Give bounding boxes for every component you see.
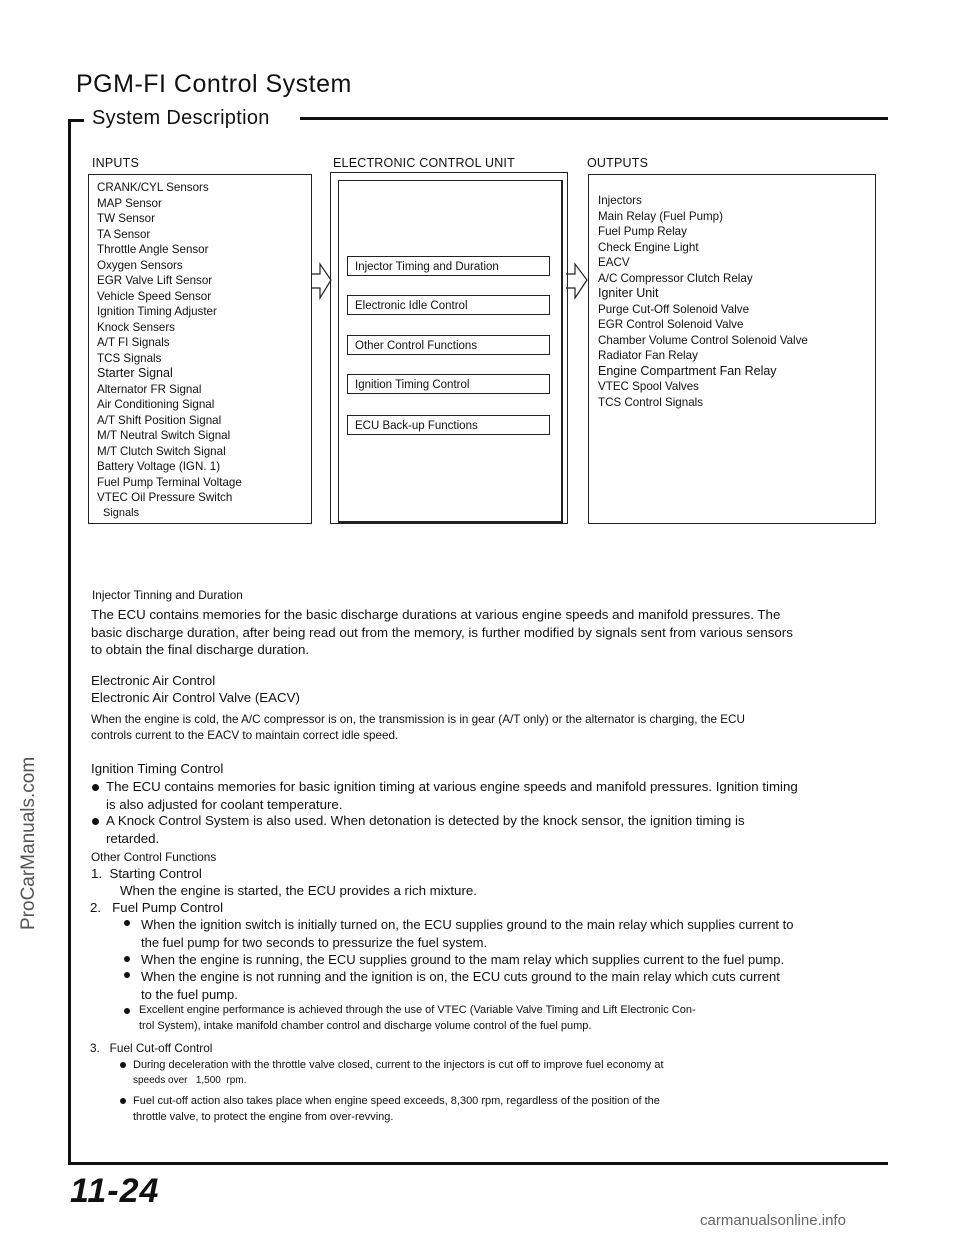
bullet-icon [124, 1008, 130, 1014]
output-item: Main Relay (Fuel Pump) [598, 209, 723, 223]
bullet-icon [120, 1062, 126, 1068]
pump-bullet: the fuel pump for two seconds to pressurize the fuel system. [141, 935, 488, 950]
input-item: Throttle Angle Sensor [97, 243, 209, 256]
bottom-watermark: carmanualsonline.info [700, 1212, 846, 1229]
bullet-icon [92, 784, 99, 791]
input-item: Oxygen Sensors [97, 258, 183, 272]
ignition-bullet: retarded. [106, 831, 160, 846]
output-item: Injectors [598, 194, 642, 207]
output-item: VTEC Spool Valves [598, 380, 699, 393]
injector-text: The ECU contains memories for the basic discharge durations at various engine speeds and manifold pressures. The [91, 607, 781, 622]
pump-heading: 2. Fuel Pump Control [90, 900, 224, 915]
input-item: Air Conditioning Signal [97, 398, 215, 411]
pump-bullet: trol System), intake manifold chamber control and discharge volume control of the fuel pump. [139, 1020, 592, 1032]
input-item: Alternator FR Signal [97, 382, 202, 396]
inputs-list [97, 180, 242, 521]
starting-text: When the engine is started, the ECU provides a rich mixture. [120, 883, 477, 898]
side-watermark: ProCarManuals.com [18, 756, 39, 930]
cutoff-bullet: throttle valve, to protect the engine from over-revving. [133, 1111, 394, 1123]
cutoff-heading: 3. Fuel Cut-off Control [90, 1041, 213, 1055]
output-item: Fuel Pump Relay [598, 225, 687, 238]
header-rule [300, 117, 888, 120]
input-item: A/T Shift Position Signal [97, 413, 222, 427]
input-item: Fuel Pump Terminal Voltage [97, 475, 242, 489]
outputs-heading: OUTPUTS [587, 156, 649, 170]
input-item: TW Sensor [97, 212, 155, 225]
ignition-bullet: is also adjusted for coolant temperature. [106, 797, 343, 812]
bullet-icon [124, 972, 130, 978]
inputs-heading: INPUTS [92, 156, 140, 170]
air-text: controls current to the EACV to maintain correct idle speed. [91, 729, 399, 742]
pump-bullet: When the engine is not running and the ignition is on, the ECU cuts ground to the main relay which cuts current [141, 969, 780, 984]
input-item: M/T Neutral Switch Signal [97, 429, 231, 442]
output-item: TCS Control Signals [598, 395, 704, 409]
bottom-rule [68, 1162, 888, 1165]
input-item: A/T FI Signals [97, 336, 170, 349]
input-item: CRANK/CYL Sensors [97, 181, 209, 194]
air-heading: Electronic Air Control [91, 673, 216, 688]
air-text: When the engine is cold, the A/C compressor is on, the transmission is in gear (A/T only) or the alternator is charging, the ECU [91, 713, 745, 726]
ecu-function-injector: Injector Timing and Duration [347, 256, 550, 276]
ecu-function-ignition: Ignition Timing Control [347, 374, 550, 394]
input-item: TA Sensor [97, 227, 151, 241]
air-subheading: Electronic Air Control Valve (EACV) [91, 690, 300, 705]
ecu-function-backup: ECU Back-up Functions [347, 415, 550, 435]
output-item: Chamber Volume Control Solenoid Valve [598, 333, 808, 347]
left-rule [68, 119, 71, 1164]
bullet-icon [124, 956, 130, 962]
pump-bullet: When the engine is running, the ECU supplies ground to the mam relay which supplies current to the fuel pump. [141, 952, 785, 967]
ignition-bullet: The ECU contains memories for basic ignition timing at various engine speeds and manifold pressures. Ignition timing [106, 779, 798, 794]
output-item: Radiator Fan Relay [598, 349, 698, 362]
input-item: Battery Voltage (IGN. 1) [97, 460, 221, 473]
pump-bullet: When the ignition switch is initially turned on, the ECU supplies ground to the main relay which supplies current to [141, 917, 794, 932]
ecu-function-idle: Electronic Idle Control [347, 295, 550, 315]
pump-bullet: Excellent engine performance is achieved through the use of VTEC (Variable Valve Timing and Lift Electronic Con- [139, 1004, 696, 1016]
output-item: Engine Compartment Fan Relay [598, 363, 777, 378]
cutoff-bullet: During deceleration with the throttle valve closed, current to the injectors is cut off to improve fuel economy at [133, 1059, 664, 1071]
other-heading: Other Control Functions [91, 850, 217, 864]
input-item: Ignition Timing Adjuster [97, 305, 217, 318]
output-item: Igniter Unit [598, 286, 659, 300]
page-number: 11-24 [70, 1172, 160, 1210]
injector-text: to obtain the final discharge duration. [91, 642, 310, 657]
pump-bullet: to the fuel pump. [141, 987, 238, 1002]
input-item: VTEC Oil Pressure Switch [97, 491, 233, 504]
output-item: Purge Cut-Off Solenoid Valve [598, 302, 750, 316]
left-rule-cap [68, 119, 84, 122]
outputs-list [598, 193, 808, 410]
input-item: Vehicle Speed Sensor [97, 289, 212, 303]
page-title: PGM-FI Control System [76, 70, 352, 98]
starting-heading: 1. Starting Control [91, 866, 202, 881]
bullet-icon [120, 1098, 126, 1104]
section-subtitle: System Description [92, 107, 270, 129]
output-item: EACV [598, 256, 630, 269]
input-item: TCS Signals [97, 351, 162, 365]
input-item: Signals [103, 506, 140, 519]
bullet-icon [92, 818, 99, 825]
output-item: A/C Compressor Clutch Relay [598, 271, 753, 285]
input-item: Knock Sensers [97, 320, 175, 334]
ignition-heading: Ignition Timing Control [91, 761, 224, 776]
ecu-function-other: Other Control Functions [347, 335, 550, 355]
ecu-to-output-arrow-icon [564, 262, 590, 302]
input-item: MAP Sensor [97, 196, 162, 210]
injector-text: basic discharge duration, after being read out from the memory, is further modified by signals sent from various sensors [91, 625, 793, 640]
ignition-bullet: A Knock Control System is also used. When detonation is detected by the knock sensor, the ignition timing is [106, 813, 745, 828]
ecu-heading: ELECTRONIC CONTROL UNIT [333, 156, 515, 170]
input-item: M/T Clutch Switch Signal [97, 444, 226, 458]
output-item: EGR Control Solenoid Valve [598, 318, 744, 331]
input-item: EGR Valve Lift Sensor [97, 274, 213, 287]
output-item: Check Engine Light [598, 240, 699, 254]
cutoff-bullet: Fuel cut-off action also takes place when engine speed exceeds, 8,300 rpm, regardless of the position of the [133, 1095, 660, 1107]
cutoff-bullet: speeds over 1,500 rpm. [133, 1075, 247, 1086]
injector-heading: Injector Tinning and Duration [92, 588, 243, 602]
input-item: Starter Signal [97, 366, 173, 380]
bullet-icon [124, 920, 130, 926]
